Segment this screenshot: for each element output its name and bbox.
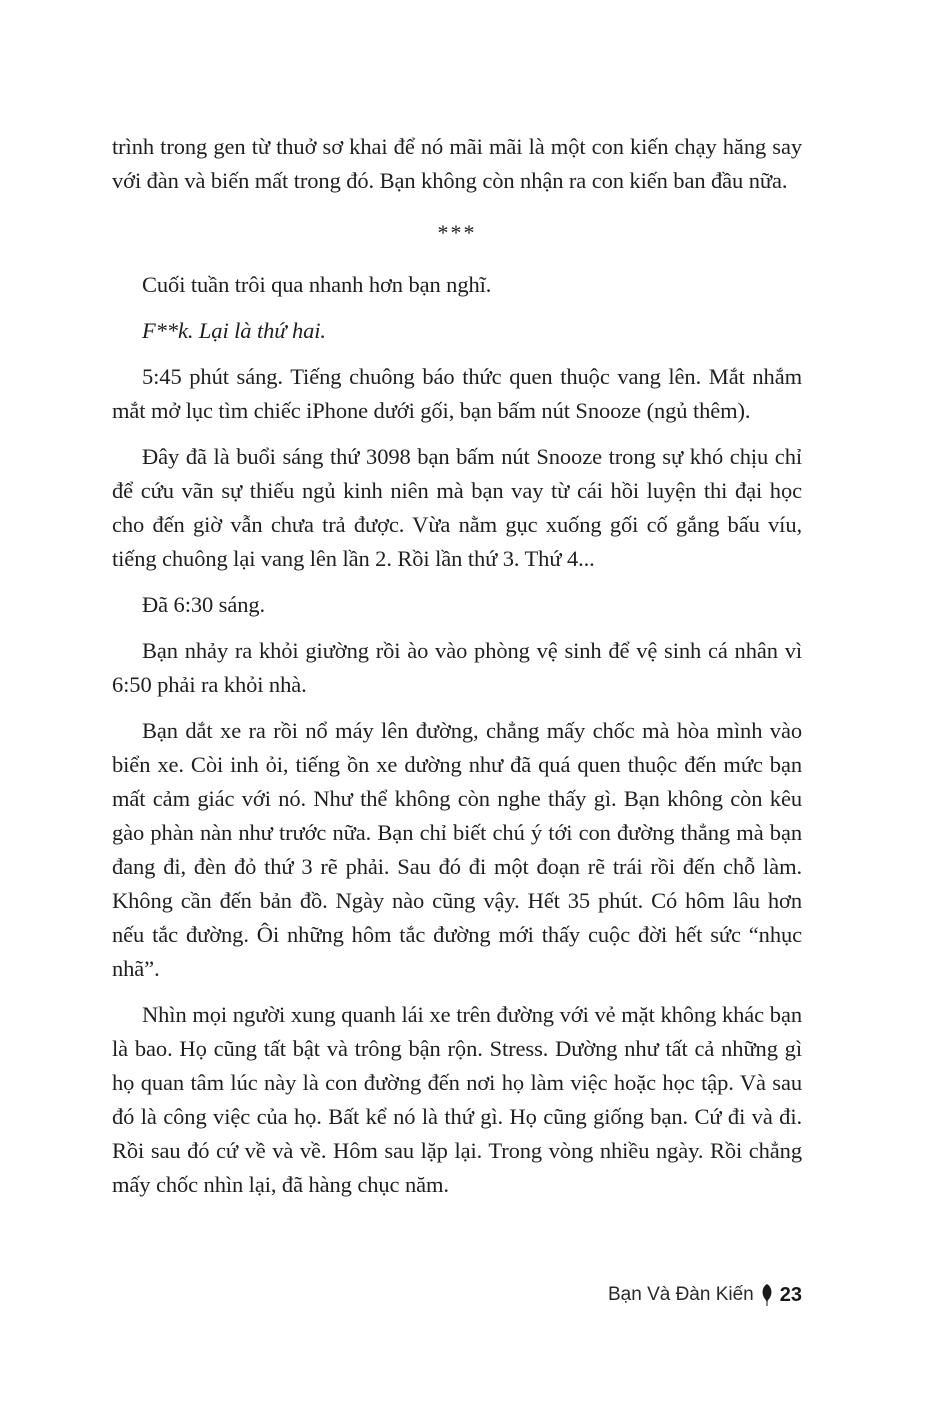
paragraph-3: F**k. Lại là thứ hai.: [142, 318, 326, 343]
paragraph-1: trình trong gen từ thuở sơ khai để nó mãi mãi là một con kiến chạy hăng say với đàn và biến mất trong đó. Bạn không còn nhận ra con kiến ban đầu nữa.: [112, 134, 802, 193]
paragraph-5: Đây đã là buổi sáng thứ 3098 bạn bấm nút Snooze trong sự khó chịu chỉ để cứu vãn sự thiếu ngủ kinh niên mà bạn vay từ cái hồi luyện thi đại học cho đến giờ vẫn chưa trả được. Vừa nằm gục xuống gối cố gắng bấu víu, tiếng chuông lại vang lên lần 2. Rồi lần thứ 3. Thứ 4...: [112, 444, 802, 571]
paragraph-9: Nhìn mọi người xung quanh lái xe trên đường với vẻ mặt không khác bạn là bao. Họ cũng tất bật và trông bận rộn. Stress. Dường như tất cả những gì họ quan tâm lúc này là con đường đến nơi họ làm việc hoặc học tập. Và sau đó là công việc của họ. Bất kể nó là thứ gì. Họ cũng giống bạn. Cứ đi và đi. Rồi sau đó cứ về và về. Hôm sau lặp lại. Trong vòng nhiều ngày. Rồi chẳng mấy chốc nhìn lại, đã hàng chục năm.: [112, 1002, 802, 1197]
page-footer: [608, 1283, 802, 1307]
book-title: Bạn Và Đàn Kiến: [607, 1284, 754, 1305]
page-number: 23: [779, 1283, 802, 1306]
paragraph-2: Cuối tuần trôi qua nhanh hơn bạn nghĩ.: [142, 272, 492, 297]
paragraph-8: Bạn dắt xe ra rồi nổ máy lên đường, chẳng mấy chốc mà hòa mình vào biển xe. Còi inh ỏi, tiếng ồn xe dường như đã quá quen thuộc đến mức bạn mất cảm giác với nó. Như thể không còn nghe thấy gì. Bạn không còn kêu gào phàn nàn như trước nữa. Bạn chỉ biết chú ý tới con đường thẳng mà bạn đang đi, đèn đỏ thứ 3 rẽ phải. Sau đó đi một đoạn rẽ trái rồi đến chỗ làm. Không cần đến bản đồ. Ngày nào cũng vậy. Hết 35 phút. Có hôm lâu hơn nếu tắc đường. Ôi những hôm tắc đường mới thấy cuộc đời hết sức “nhục nhã”.: [112, 718, 802, 981]
page-body: [112, 130, 802, 1202]
leaf-icon: [760, 1283, 774, 1307]
paragraph-6: Đã 6:30 sáng.: [142, 592, 266, 617]
section-separator: ***: [437, 220, 477, 245]
paragraph-7: Bạn nhảy ra khỏi giường rồi ào vào phòng vệ sinh để vệ sinh cá nhân vì 6:50 phải ra khỏi nhà.: [112, 638, 802, 697]
paragraph-4: 5:45 phút sáng. Tiếng chuông báo thức quen thuộc vang lên. Mắt nhắm mắt mở lục tìm chiếc iPhone dưới gối, bạn bấm nút Snooze (ngủ thêm).: [112, 364, 802, 423]
